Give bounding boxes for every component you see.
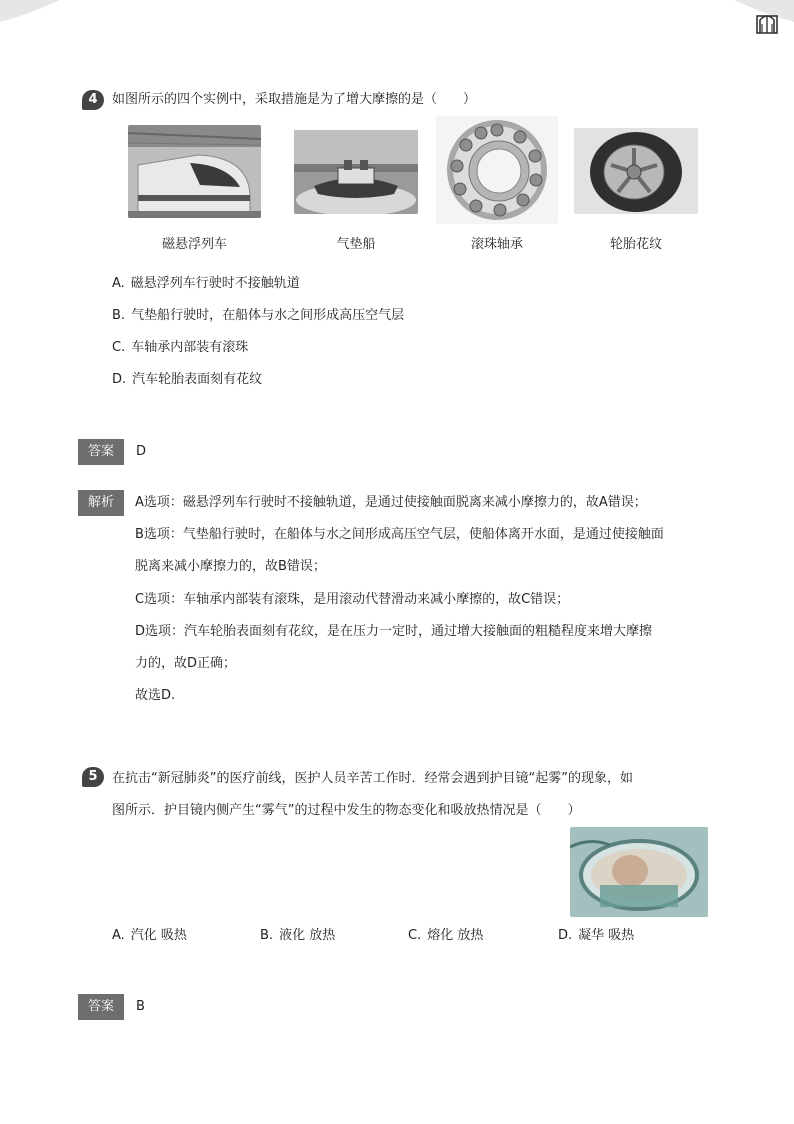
question-number: 5: [82, 767, 104, 787]
answer-tag: 答案: [78, 994, 124, 1020]
publisher-logo-icon: [754, 10, 780, 36]
option-text: 熔化 放热: [427, 928, 484, 943]
option-text: 汽化 吸热: [130, 928, 187, 943]
option-letter: C.: [408, 928, 422, 943]
figure-caption: 轮胎花纹: [609, 237, 662, 252]
analysis-line: 故选D.: [135, 688, 176, 703]
maglev-train-image: [128, 125, 261, 218]
option-text: 磁悬浮列车行驶时不接触轨道: [130, 276, 300, 291]
analysis-line: 力的，故D正确；: [135, 656, 237, 671]
option-text: 汽车轮胎表面刻有花纹: [132, 372, 263, 387]
option-text: 车轴承内部装有滚珠: [131, 340, 249, 355]
option-b[interactable]: [260, 926, 335, 946]
question-stem: 图所示．护目镜内侧产生“雾气”的过程中发生的物态变化和吸放热情况是（ ）: [112, 803, 581, 818]
question-stem: 如图所示的四个实例中，采取措施是为了增大摩擦的是（ ）: [112, 92, 477, 107]
tire-tread-image: [574, 128, 698, 214]
analysis-line: D选项：汽车轮胎表面刻有花纹，是在压力一定时，通过增大接触面的粗糙程度来增大摩擦: [135, 624, 653, 639]
option-c[interactable]: [112, 338, 248, 358]
answer-value: D: [136, 444, 147, 459]
option-letter: D.: [558, 928, 573, 943]
option-letter: C.: [112, 340, 126, 355]
figure-caption: 磁悬浮列车: [161, 237, 227, 252]
fogged-goggles-image: [570, 827, 708, 917]
option-letter: B.: [260, 928, 274, 943]
option-letter: D.: [112, 372, 127, 387]
answer-value: B: [136, 999, 145, 1014]
figure-caption: 气垫船: [336, 237, 376, 252]
option-a[interactable]: [112, 274, 300, 294]
option-text: 凝华 吸热: [578, 928, 635, 943]
option-b[interactable]: [112, 306, 404, 326]
option-d[interactable]: [112, 370, 262, 390]
figure-caption: 滚珠轴承: [470, 237, 523, 252]
option-letter: A.: [112, 276, 125, 291]
option-letter: B.: [112, 308, 126, 323]
hovercraft-image: [294, 130, 418, 214]
analysis-line: A选项：磁悬浮列车行驶时不接触轨道，是通过使接触面脱离来减小摩擦力的，故A错误；: [135, 495, 647, 510]
analysis-line: 脱离来减小摩擦力的，故B错误；: [135, 559, 326, 574]
analysis-line: C选项：车轴承内部装有滚珠，是用滚动代替滑动来减小摩擦的，故C错误；: [135, 592, 570, 607]
ball-bearing-image: [436, 116, 558, 224]
option-text: 液化 放热: [279, 928, 336, 943]
option-a[interactable]: [112, 926, 187, 946]
option-letter: A.: [112, 928, 125, 943]
question-stem: 在抗击“新冠肺炎”的医疗前线，医护人员辛苦工作时．经常会遇到护目镜“起雾”的现象，如: [112, 771, 633, 786]
option-text: 气垫船行驶时，在船体与水之间形成高压空气层: [131, 308, 405, 323]
option-d[interactable]: [558, 926, 634, 946]
analysis-tag: 解析: [78, 490, 124, 516]
answer-tag: 答案: [78, 439, 124, 465]
question-number: 4: [82, 90, 104, 110]
corner-decoration-left: [0, 0, 120, 28]
analysis-line: B选项：气垫船行驶时，在船体与水之间形成高压空气层，使船体离开水面，是通过使接触面: [135, 527, 664, 542]
option-c[interactable]: [408, 926, 483, 946]
